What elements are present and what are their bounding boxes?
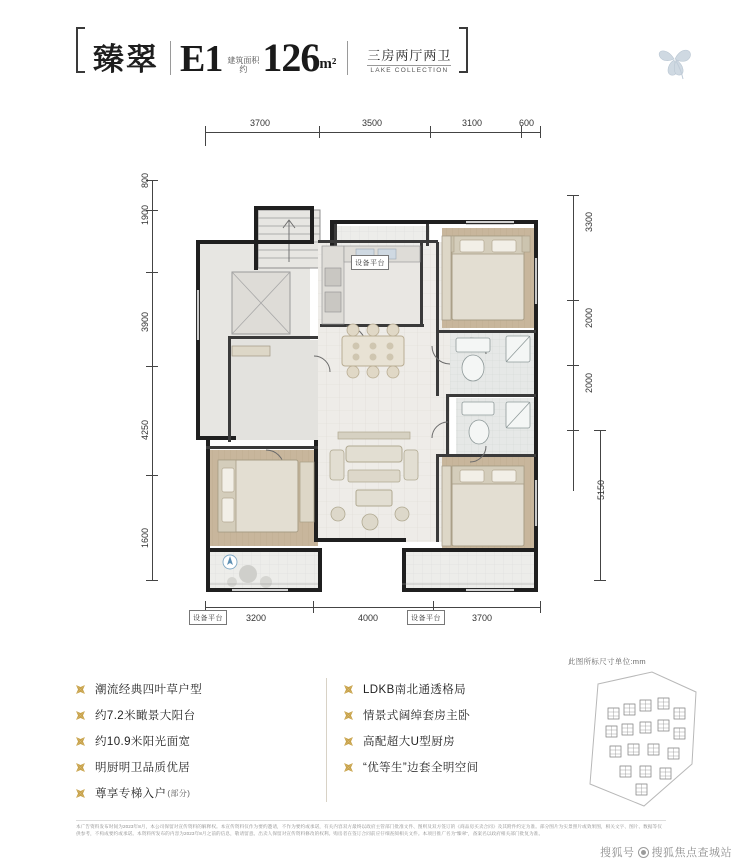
equipment-platform-bottom-left-label: 设备平台 [189, 610, 227, 625]
right-dim-line-outer [600, 430, 601, 580]
watermark-left-text: 搜狐号 [600, 847, 635, 859]
bracket-left-decoration [76, 27, 85, 73]
top-dim-2: 3100 [462, 118, 483, 128]
top-tick-2 [430, 126, 431, 138]
left-dim-0: 800 [140, 172, 150, 188]
watermark-dot-icon [638, 847, 649, 858]
feature-item [74, 676, 314, 702]
right-tick-5 [594, 580, 606, 581]
footer-divider [76, 820, 666, 821]
bottom-dim-2: 3700 [472, 613, 493, 623]
top-tick-4 [540, 126, 541, 138]
unit-code: E1 [180, 38, 223, 80]
dimension-unit-note: 此图所标尺寸单位:mm [568, 657, 646, 666]
site-plan-thumbnail [580, 668, 706, 810]
top-dim-1: 3500 [362, 118, 383, 128]
title-divider [170, 41, 171, 75]
feature-item [74, 780, 314, 806]
feature-item [74, 754, 314, 780]
room-type-block [367, 48, 451, 74]
feature-item [342, 702, 552, 728]
flower-bullet-icon [342, 683, 355, 696]
unit-name: 臻翠 [93, 42, 159, 78]
bracket-right-decoration [459, 27, 468, 73]
top-dim-3: 600 [519, 118, 535, 128]
left-dim-line [152, 180, 153, 580]
flower-bullet-icon [74, 787, 87, 800]
left-dim-1: 1900 [140, 204, 150, 225]
right-dim-1: 2000 [584, 307, 594, 328]
feature-text: 明厨明卫品质优居 [95, 762, 191, 774]
watermark [600, 844, 732, 860]
feature-text: 潮流经典四叶草户型 [95, 684, 203, 696]
bottom-dim-line [205, 607, 540, 608]
title-divider-2 [347, 41, 348, 75]
left-tick-2 [146, 272, 158, 273]
feature-note: (部分) [167, 788, 191, 798]
feature-column-right [342, 676, 552, 780]
left-dim-3: 4250 [140, 419, 150, 440]
header [0, 0, 740, 100]
flower-bullet-icon [342, 735, 355, 748]
feature-item [342, 676, 552, 702]
top-tick-0 [205, 126, 206, 138]
feature-item [342, 728, 552, 754]
left-tick-4 [146, 475, 158, 476]
feature-text: 尊享专梯入户 [95, 788, 167, 800]
equipment-platform-bottom-right-label: 设备平台 [407, 610, 445, 625]
bottom-tick-1 [313, 601, 314, 613]
feature-item [342, 754, 552, 780]
build-area-label [227, 56, 259, 74]
top-dim-0: 3700 [250, 118, 271, 128]
flower-bullet-icon [342, 709, 355, 722]
disclaimer-text: 本广告资料发布时间为2023年8月，本公司保留对宣传资料的解释权。本宣传资料仅作为要约邀请，不作为要约或承诺，有关内容双方最终以政府主管部门批准文件、图则及双方签订的《商品房买卖合同》及其附件约定为准。部分图片为实景照片或效果图，相关文字、图片、数据等仅供参考，不构成要约或承诺。本资料所发布的内容为2023年8月之前的信息，敬请留意。出卖人保留对宣传资料修改的权利。购房者在签订合同前应仔细查阅相关文件。本项目推广名为“臻翠”，备案名以政府相关部门批复为准。 [76, 824, 662, 836]
area-unit: m² [319, 56, 337, 72]
feature-text: 约7.2米瞰景大阳台 [95, 710, 196, 722]
right-dim-0: 3300 [584, 211, 594, 232]
top-dim-line [205, 132, 540, 133]
build-area-label-line2: 约 [239, 64, 248, 74]
left-dim-2: 3900 [140, 311, 150, 332]
build-area-label-line1: 建筑面积 [227, 55, 260, 65]
flower-bullet-icon [74, 683, 87, 696]
feature-text: 约10.9米阳光面宽 [95, 736, 191, 748]
feature-item [74, 728, 314, 754]
top-ext-0 [205, 138, 206, 146]
title-block [76, 22, 468, 78]
legal-disclaimer [76, 820, 666, 838]
right-tick-4 [594, 430, 606, 431]
feature-divider [326, 678, 327, 802]
floor-plan [0, 100, 740, 666]
apartment-layout-drawing [170, 150, 570, 600]
bottom-tick-3 [540, 601, 541, 613]
right-dim-line-inner [573, 195, 574, 491]
flower-bullet-icon [74, 761, 87, 774]
feature-item [74, 702, 314, 728]
top-tick-1 [319, 126, 320, 138]
feature-text: “优等生”边套全明空间 [363, 762, 479, 774]
bottom-dim-0: 3200 [246, 613, 267, 623]
equipment-platform-top-label: 设备平台 [351, 255, 389, 270]
left-dim-4: 1600 [140, 527, 150, 548]
flower-bullet-icon [342, 761, 355, 774]
clover-icon [654, 40, 696, 80]
feature-text: LDKB南北通透格局 [363, 684, 467, 696]
flower-bullet-icon [74, 709, 87, 722]
room-type-en: LAKE COLLECTION [367, 65, 451, 74]
feature-text: 高配超大U型厨房 [363, 736, 456, 748]
room-type-cn: 三房两厅两卫 [367, 47, 452, 63]
area-value: 126 [262, 35, 320, 80]
bottom-dim-1: 4000 [358, 613, 379, 623]
flower-bullet-icon [74, 735, 87, 748]
right-dim-2: 2000 [584, 372, 594, 393]
feature-column-left [74, 676, 314, 806]
left-tick-3 [146, 366, 158, 367]
feature-text: 情景式阔绰套房主卧 [363, 710, 471, 722]
watermark-right-text: 搜狐焦点查城站 [651, 847, 732, 859]
right-dim-3: 5150 [596, 479, 606, 500]
left-tick-5 [146, 580, 158, 581]
